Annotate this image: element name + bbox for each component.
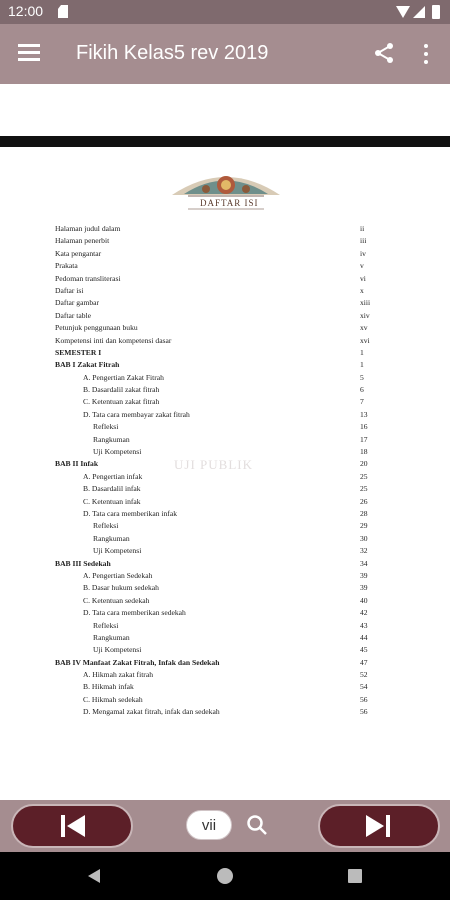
toc-page-number: 40 <box>360 595 368 605</box>
watermark: UJI PUBLIK <box>174 457 253 472</box>
toc-heading: DAFTAR ISI <box>200 198 259 208</box>
toc-page-number: 7 <box>360 397 364 407</box>
toc-page-number: 39 <box>360 583 368 593</box>
toc-row <box>55 274 385 286</box>
toc-row <box>55 261 385 273</box>
toc-label: B. Hikmah infak <box>83 682 134 692</box>
app-title: Fikih Kelas5 rev 2019 <box>76 42 269 64</box>
toc-row <box>55 336 385 348</box>
toc-page-number: xvi <box>360 335 370 345</box>
toc-label: C. Ketentuan zakat fitrah <box>83 397 160 407</box>
toc-row <box>55 472 385 484</box>
toc-label: Kata pengantar <box>55 248 102 258</box>
toc-page-number: 47 <box>360 657 368 667</box>
toc-row <box>55 633 385 645</box>
toc-page-number: 6 <box>360 385 364 395</box>
app-bar <box>0 24 450 84</box>
toc-row <box>55 224 385 236</box>
status-time: 12:00 <box>8 3 44 19</box>
signal-icon <box>413 6 425 18</box>
toc-label: SEMESTER I <box>55 347 102 357</box>
toc-row <box>55 707 385 719</box>
toc-row <box>55 521 385 533</box>
status-bar <box>0 0 450 24</box>
toc-page-number: 17 <box>360 434 368 444</box>
toc-row <box>55 385 385 397</box>
toc-label: Refleksi <box>93 620 119 630</box>
toc-row <box>55 658 385 670</box>
toc-label: Daftar isi <box>55 285 84 295</box>
toc-row <box>55 348 385 360</box>
toc-row <box>55 559 385 571</box>
home-icon[interactable] <box>217 868 233 884</box>
toc-page-number: 32 <box>360 546 368 556</box>
skip-previous-icon <box>13 806 131 846</box>
toc-row <box>55 422 385 434</box>
toc-row <box>55 323 385 335</box>
toc-row <box>55 286 385 298</box>
toc-row <box>55 534 385 546</box>
toc-label: A. Pengertian Zakat Fitrah <box>83 372 164 382</box>
bottom-navigation <box>0 800 450 852</box>
toc-label: Rangkuman <box>93 533 130 543</box>
toc-row <box>55 645 385 657</box>
toc-row <box>55 497 385 509</box>
toc-page-number: 28 <box>360 508 368 518</box>
toc-page-number: x <box>360 285 364 295</box>
toc-page-number: ii <box>360 224 365 233</box>
more-vert-icon[interactable] <box>420 42 432 66</box>
toc-label: C. Hikmah sedekah <box>83 694 143 704</box>
skip-next-icon <box>320 806 438 846</box>
header-ornament <box>170 165 282 211</box>
previous-page-button[interactable] <box>11 804 133 848</box>
toc-page-number: 44 <box>360 632 368 642</box>
sd-card-icon <box>58 5 68 18</box>
page-indicator[interactable]: vii <box>186 810 232 840</box>
toc-label: Pedoman transliterasi <box>55 273 121 283</box>
toc-row <box>55 695 385 707</box>
toc-label: A. Pengertian infak <box>83 471 143 481</box>
toc-page-number: vi <box>360 273 366 283</box>
back-icon[interactable] <box>88 869 100 883</box>
toc-row <box>55 249 385 261</box>
toc-label: C. Ketentuan infak <box>83 496 141 506</box>
toc-label: Daftar table <box>55 310 92 320</box>
toc-row <box>55 373 385 385</box>
toc-row <box>55 397 385 409</box>
toc-label: A. Pengertian Sedekah <box>83 570 153 580</box>
toc-label: Daftar gambar <box>55 298 100 308</box>
toc-page-number: 34 <box>360 558 368 568</box>
toc-label: C. Ketentuan sedekah <box>83 595 150 605</box>
menu-icon[interactable] <box>18 44 40 62</box>
toc-label: Petunjuk penggunaan buku <box>55 323 138 333</box>
toc-page-number: iv <box>360 248 366 258</box>
toc-label: D. Tata cara memberikan sedekah <box>83 608 186 618</box>
toc-row <box>55 410 385 422</box>
toc-row <box>55 509 385 521</box>
toc-row <box>55 447 385 459</box>
toc-row <box>55 670 385 682</box>
toc-label: Refleksi <box>93 521 119 531</box>
toc-page-number: xiii <box>360 298 371 308</box>
toc-label: Halaman penerbit <box>55 236 110 246</box>
toc-page-number: 1 <box>360 360 364 370</box>
next-page-button[interactable] <box>318 804 440 848</box>
toc-page-number: 54 <box>360 682 368 692</box>
toc-page-number: v <box>360 261 364 271</box>
toc-row <box>55 596 385 608</box>
search-icon[interactable] <box>245 813 269 837</box>
toc-page-number: xv <box>360 323 368 333</box>
toc-page-number: 25 <box>360 471 368 481</box>
toc-label: B. Dasardalil zakat fitrah <box>83 385 160 395</box>
toc-row <box>55 459 385 471</box>
toc-label: BAB I Zakat Fitrah <box>55 360 120 370</box>
toc-page-number: 29 <box>360 521 368 531</box>
toc-row <box>55 360 385 372</box>
toc-label: Uji Kompetensi <box>93 645 142 655</box>
toc-page-number: 56 <box>360 694 368 704</box>
toc-page-number: 52 <box>360 670 368 680</box>
toc-row <box>55 546 385 558</box>
toc-label: D. Mengamal zakat fitrah, infak dan sedekah <box>83 707 220 717</box>
page-top-strip <box>0 136 450 147</box>
toc-label: Prakata <box>55 261 78 271</box>
toc-page-number: 5 <box>360 372 364 382</box>
toc-page-number: 25 <box>360 484 368 494</box>
toc-page-number: 43 <box>360 620 368 630</box>
toc-page-number: 42 <box>360 608 368 618</box>
toc-label: BAB IV Manfaat Zakat Fitrah, Infak dan Sedekah <box>55 657 220 667</box>
toc-label: D. Tata cara memberikan infak <box>83 508 177 518</box>
toc-label: D. Tata cara membayar zakat fitrah <box>83 409 190 419</box>
recent-apps-icon[interactable] <box>348 869 362 883</box>
toc-row <box>55 583 385 595</box>
share-icon[interactable] <box>372 41 396 65</box>
toc-row <box>55 484 385 496</box>
toc-row <box>55 298 385 310</box>
toc-page-number: 13 <box>360 409 368 419</box>
table-of-contents <box>55 224 385 720</box>
battery-icon <box>432 5 440 19</box>
toc-label: B. Dasar hukum sedekah <box>83 583 159 593</box>
toc-row <box>55 621 385 633</box>
toc-label: Uji Kompetensi <box>93 447 142 457</box>
toc-row <box>55 682 385 694</box>
toc-row <box>55 435 385 447</box>
toc-row <box>55 608 385 620</box>
toc-page-number: 26 <box>360 496 368 506</box>
toc-page-number: 39 <box>360 570 368 580</box>
toc-page-number: 18 <box>360 447 368 457</box>
toc-page-number: 30 <box>360 533 368 543</box>
wifi-icon <box>396 6 410 18</box>
toc-label: Uji Kompetensi <box>93 546 142 556</box>
toc-page-number: 1 <box>360 347 364 357</box>
document-viewer[interactable] <box>0 84 450 800</box>
system-navigation-bar <box>0 852 450 900</box>
toc-label: Rangkuman <box>93 434 130 444</box>
toc-row <box>55 236 385 248</box>
toc-row <box>55 571 385 583</box>
toc-page-number: 20 <box>360 459 368 469</box>
toc-page-number: 56 <box>360 707 368 717</box>
toc-label: BAB III Sedekah <box>55 558 111 568</box>
toc-label: Refleksi <box>93 422 119 432</box>
toc-page-number: 16 <box>360 422 368 432</box>
toc-label: Halaman judul dalam <box>55 224 121 233</box>
toc-label: A. Hikmah zakat fitrah <box>83 670 154 680</box>
pdf-page <box>0 147 450 757</box>
toc-page-number: 45 <box>360 645 368 655</box>
toc-page-number: iii <box>360 236 367 246</box>
toc-label: Kompetensi inti dan kompetensi dasar <box>55 335 172 345</box>
toc-label: Rangkuman <box>93 632 130 642</box>
toc-label: B. Dasardalil infak <box>83 484 141 494</box>
toc-page-number: xiv <box>360 310 370 320</box>
toc-label: BAB II Infak <box>55 459 99 469</box>
toc-row <box>55 311 385 323</box>
